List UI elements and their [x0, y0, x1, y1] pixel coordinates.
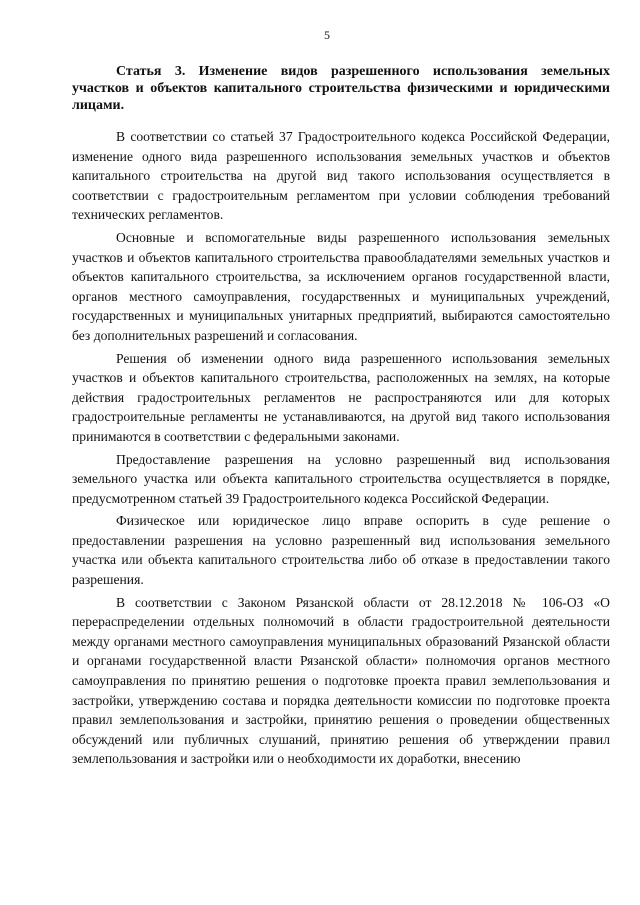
paragraph: Основные и вспомогательные виды разрешенного использования земельных участков и объектов капитального строительства правообладателями земельных участков и объектов капитального строительства, за исключением органов государственной власти, органов местного самоуправления, государственных и муниципальных учреждений, государственных и муниципальных унитарных предприятий, выбираются самостоятельно без дополнительных разрешений и согласования.	[72, 229, 610, 343]
article-title: Статья 3. Изменение видов разрешенного использования земельных участков и объектов капитального строительства физическими и юридическими лицами.	[72, 64, 610, 113]
paragraph: Предоставление разрешения на условно разрешенный вид использования земельного участка или объекта капитального строительства осуществляется в порядке, предусмотренном статьей 39 Градостроительного кодекса Российской Федерации.	[72, 451, 610, 506]
paragraph: В соответствии с Законом Рязанской области от 28.12.2018 № 106-ОЗ «О перераспределении отдельных полномочий в области градостроительной деятельности между органами местного самоуправления муниципальных образований Рязанской области и органами государственной власти Рязанской области» полномочия органов местного самоуправления по принятию решения о подготовке проекта правил землепользования и застройки, утверждению состава и порядка деятельности комиссии по подготовке проекта правил землепользования и застройки, принятию решения о проведении общественных обсуждений или публичных слушаний, принятию решения об утверждении правил землепользования и застройки или о необходимости их доработки, внесению	[72, 594, 610, 767]
paragraph: Решения об изменении одного вида разрешенного использования земельных участков и объектов капитального строительства, расположенных на землях, на которые действия градостроительных регламентов не распространяются или для которых градостроительные регламенты не устанавливаются, на другой вид такого использования принимаются в соответствии с федеральными законами.	[72, 350, 610, 444]
paragraph: В соответствии со статьей 37 Градостроительного кодекса Российской Федерации, изменение одного вида разрешенного использования земельных участков и объектов капитального строительства на другой вид такого использования осуществляется в соответствии с градостроительным регламентом при условии соблюдения требований технических регламентов.	[72, 129, 610, 223]
page-number: 5	[324, 28, 330, 42]
paragraph: Физическое или юридическое лицо вправе оспорить в суде решение о предоставлении разрешения на условно разрешенный вид использования земельного участка или объекта капитального строительства либо об отказе в предоставлении такого разрешения.	[72, 513, 610, 588]
